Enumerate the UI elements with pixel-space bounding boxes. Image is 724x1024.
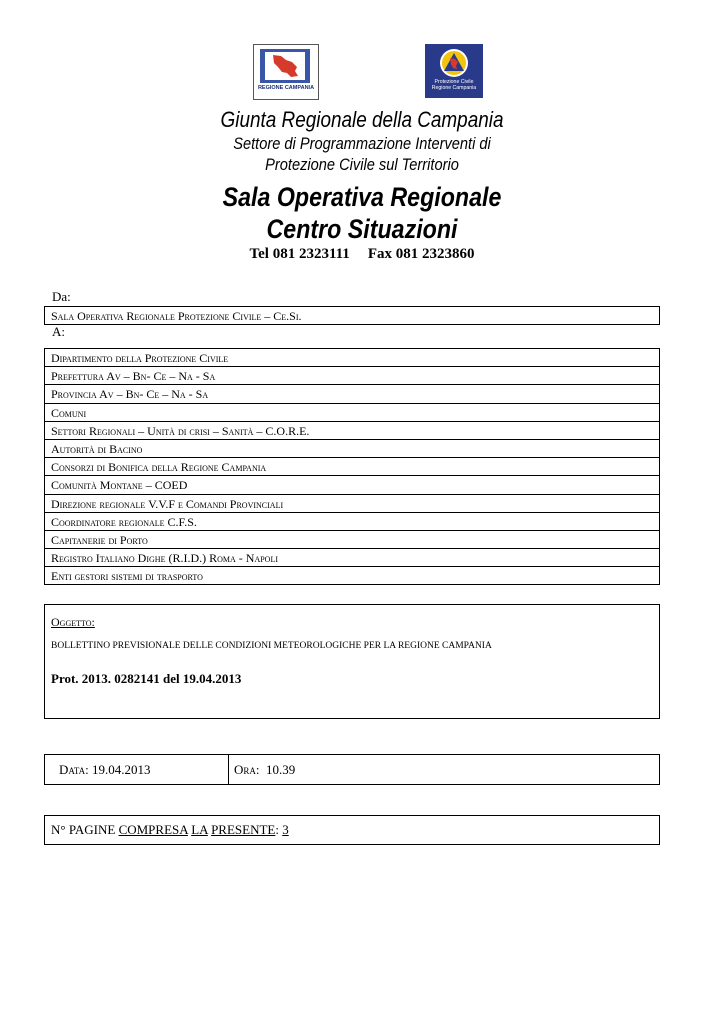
contact-line xyxy=(0,246,724,263)
logo-caption-line: Protezione Civile xyxy=(434,79,474,85)
time-cell xyxy=(229,755,295,784)
pages-word: PRESENTE xyxy=(211,822,276,837)
to-label: A: xyxy=(52,324,65,339)
sector-line: Settore di Programmazione Interventi di xyxy=(233,134,491,153)
fax: Fax 081 2323860 xyxy=(367,246,475,262)
recipient-row: Enti gestori sistemi di trasporto xyxy=(51,569,203,584)
campania-map-icon xyxy=(267,53,303,79)
org-title: Giunta Regionale della Campania xyxy=(220,107,504,132)
recipient-row: Direzione regionale V.V.F e Comandi Provinciali xyxy=(45,495,659,513)
logo-caption-line: Regione Campania xyxy=(431,85,477,91)
recipient-row: Provincia Av – Bn- Ce – Na - Sa xyxy=(45,385,659,403)
protocol-number: Prot. 2013. 0282141 del 19.04.2013 xyxy=(51,671,242,686)
date-value: 19.04.2013 xyxy=(92,762,151,777)
pages-box xyxy=(44,815,660,845)
pages-word: COMPRESA xyxy=(118,822,188,837)
pages-line: N° PAGINE COMPRESA LA PRESENTE: 3 xyxy=(51,822,289,837)
pages-word: LA xyxy=(191,822,208,837)
sector-title xyxy=(51,133,674,175)
from-label: Da: xyxy=(52,289,71,304)
time-label: Ora: xyxy=(234,762,260,777)
logo-caption: REGIONE CAMPANIA xyxy=(257,85,315,91)
room-line: Centro Situazioni xyxy=(266,214,458,244)
recipient-row: Coordinatore regionale C.F.S. xyxy=(45,513,659,531)
pages-word: N° PAGINE xyxy=(51,822,116,837)
telephone: Tel 081 2323111 xyxy=(249,246,350,262)
recipient-row: Comuni xyxy=(45,404,659,422)
subject-label: Oggetto: xyxy=(51,615,95,629)
recipient-row: Prefettura Av – Bn- Ce – Na - Sa xyxy=(45,367,659,385)
recipient-row: Settori Regionali – Unità di crisi – Sanità – C.O.R.E. xyxy=(45,422,659,440)
room-line: Sala Operativa Regionale xyxy=(222,182,502,212)
recipient-row: Registro Italiano Dighe (R.I.D.) Roma - Napoli xyxy=(45,549,659,567)
sector-line: Protezione Civile sul Territorio xyxy=(265,155,459,174)
room-title xyxy=(51,181,674,245)
recipient-row: Consorzi di Bonifica della Regione Campania xyxy=(45,458,659,476)
civil-protection-emblem-icon xyxy=(436,47,472,79)
date-label: Data: xyxy=(59,762,89,777)
regione-campania-logo xyxy=(253,44,319,100)
subject-box xyxy=(44,604,660,719)
date-cell xyxy=(45,755,229,784)
time-value: 10.39 xyxy=(266,762,296,777)
datetime-box xyxy=(44,754,660,785)
recipient-row: Capitanerie di Porto xyxy=(45,531,659,549)
from-box xyxy=(44,306,660,325)
recipients-list xyxy=(44,348,660,585)
protezione-civile-logo xyxy=(425,44,483,98)
recipient-row: Comunità Montane – COED xyxy=(45,476,659,494)
subject-text: BOLLETTINO PREVISIONALE DELLE CONDIZIONI METEOROLOGICHE PER LA REGIONE CAMPANIA xyxy=(51,641,492,651)
subject-label-text: Oggetto xyxy=(51,615,92,629)
from-value: Sala Operativa Regionale Protezione Civile – Ce.Si. xyxy=(51,309,302,323)
recipient-row: Dipartimento della Protezione Civile xyxy=(45,349,659,367)
logo-caption xyxy=(425,79,483,91)
pages-count: 3 xyxy=(282,822,289,837)
recipient-row: Autorità di Bacino xyxy=(45,440,659,458)
